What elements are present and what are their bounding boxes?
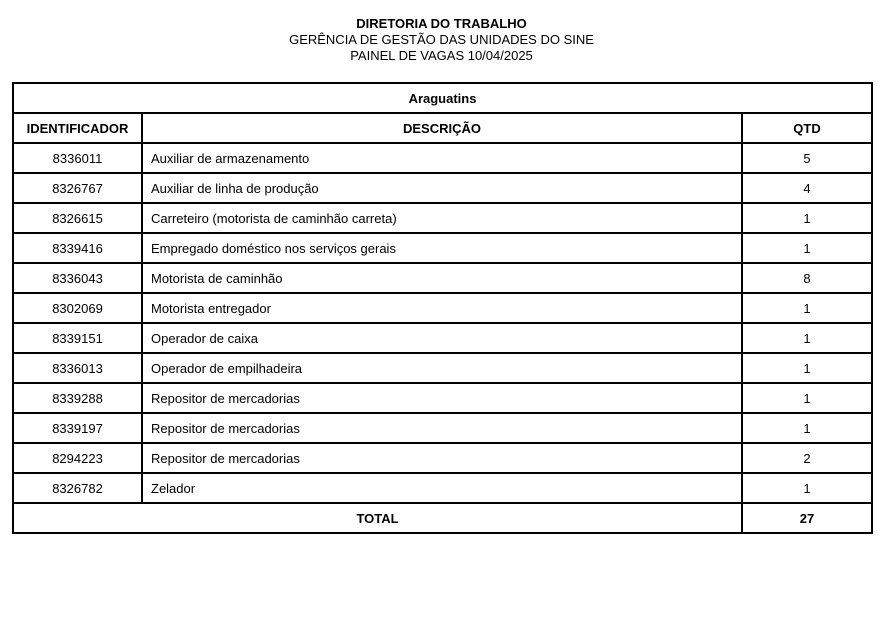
- table-row: [13, 293, 872, 323]
- header-panel-date: PAINEL DE VAGAS 10/04/2025: [350, 48, 533, 63]
- header-subtitle: GERÊNCIA DE GESTÃO DAS UNIDADES DO SINE: [289, 32, 594, 47]
- vacancy-description: Zelador: [142, 473, 742, 503]
- total-row: [13, 503, 872, 533]
- vacancies-table: [12, 82, 873, 534]
- vacancy-quantity: 1: [742, 383, 872, 413]
- vacancy-quantity: 1: [742, 323, 872, 353]
- city-name: Araguatins: [13, 83, 872, 113]
- vacancy-id: 8336011: [13, 143, 142, 173]
- table-row: [13, 263, 872, 293]
- vacancy-id: 8336043: [13, 263, 142, 293]
- vacancy-description: Operador de empilhadeira: [142, 353, 742, 383]
- vacancy-quantity: 4: [742, 173, 872, 203]
- table-row: [13, 143, 872, 173]
- vacancy-description: Repositor de mercadorias: [142, 383, 742, 413]
- total-label: TOTAL: [13, 503, 742, 533]
- vacancy-quantity: 1: [742, 203, 872, 233]
- document-header: [0, 16, 883, 64]
- table-row: [13, 173, 872, 203]
- vacancy-description: Auxiliar de linha de produção: [142, 173, 742, 203]
- vacancy-id: 8326782: [13, 473, 142, 503]
- vacancy-quantity: 2: [742, 443, 872, 473]
- vacancy-description: Carreteiro (motorista de caminhão carreta): [142, 203, 742, 233]
- vacancy-quantity: 1: [742, 353, 872, 383]
- vacancy-id: 8294223: [13, 443, 142, 473]
- vacancy-description: Repositor de mercadorias: [142, 413, 742, 443]
- column-header-id: IDENTIFICADOR: [13, 113, 142, 143]
- table-row: [13, 323, 872, 353]
- table-row: [13, 383, 872, 413]
- vacancy-description: Operador de caixa: [142, 323, 742, 353]
- vacancy-quantity: 5: [742, 143, 872, 173]
- column-header-description: DESCRIÇÃO: [142, 113, 742, 143]
- vacancy-id: 8302069: [13, 293, 142, 323]
- column-header-quantity: QTD: [742, 113, 872, 143]
- vacancy-quantity: 1: [742, 293, 872, 323]
- vacancy-id: 8326615: [13, 203, 142, 233]
- vacancy-quantity: 1: [742, 233, 872, 263]
- table-row: [13, 443, 872, 473]
- total-value: 27: [742, 503, 872, 533]
- vacancy-description: Auxiliar de armazenamento: [142, 143, 742, 173]
- table-row: [13, 233, 872, 263]
- vacancy-id: 8326767: [13, 173, 142, 203]
- table-row: [13, 473, 872, 503]
- vacancy-id: 8339151: [13, 323, 142, 353]
- vacancy-quantity: 1: [742, 413, 872, 443]
- city-row: [13, 83, 872, 113]
- vacancy-description: Motorista entregador: [142, 293, 742, 323]
- header-title: DIRETORIA DO TRABALHO: [356, 16, 527, 31]
- vacancy-description: Motorista de caminhão: [142, 263, 742, 293]
- table-row: [13, 203, 872, 233]
- vacancy-description: Empregado doméstico nos serviços gerais: [142, 233, 742, 263]
- vacancy-description: Repositor de mercadorias: [142, 443, 742, 473]
- vacancy-quantity: 8: [742, 263, 872, 293]
- table-row: [13, 353, 872, 383]
- column-header-row: [13, 113, 872, 143]
- vacancy-quantity: 1: [742, 473, 872, 503]
- table-row: [13, 413, 872, 443]
- vacancy-id: 8339288: [13, 383, 142, 413]
- vacancy-id: 8336013: [13, 353, 142, 383]
- vacancy-id: 8339416: [13, 233, 142, 263]
- vacancy-id: 8339197: [13, 413, 142, 443]
